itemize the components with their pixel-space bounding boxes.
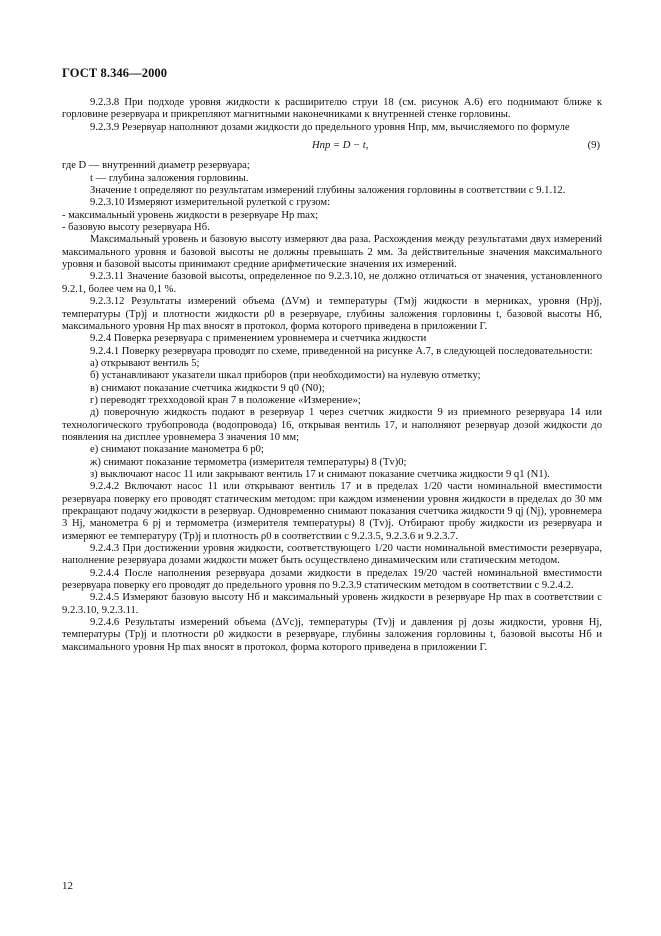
- list-item: б) устанавливают указатели шкал приборов (при необходимости) на нулевую отметку;: [90, 370, 481, 382]
- list-item: г) переводят трехходовой кран 7 в положение «Измерение»;: [90, 394, 361, 406]
- paragraph: 9.2.4.1 Поверку резервуара проводят по схеме, приведенной на рисунке А.7, в следующей последовательности:: [90, 345, 593, 357]
- paragraph: 9.2.3.10 Измеряют измерительной рулеткой с грузом:: [90, 197, 331, 209]
- paragraph: 9.2.4.5 Измеряют базовую высоту Hб и максимальный уровень жидкости в резервуаре Hp max в соответствии с 9.2.3.10, 9.2.3.11.: [62, 592, 602, 616]
- paragraph: t — глубина заложения горловины.: [90, 172, 249, 184]
- list-item: ж) снимают показание термометра (измерителя температуры) 8 (Tv)0;: [90, 456, 407, 468]
- document-body: [62, 97, 602, 654]
- formula: [62, 140, 602, 152]
- paragraph: Максимальный уровень и базовую высоту измеряют два раза. Расхождения между результатами двух измерений максимального уровня и базовой высоты не должны превышать 2 мм. За действительные значения максимального уровня и базовой высоты принимают средние арифметические значения их измерений.: [62, 234, 602, 271]
- section-heading: 9.2.4 Поверка резервуара с применением уровнемера и счетчика жидкости: [90, 333, 427, 345]
- list-item: - базовую высоту резервуара Hб.: [62, 222, 210, 234]
- list-item: а) открывают вентиль 5;: [90, 357, 200, 369]
- paragraph: 9.2.4.6 Результаты измерений объема (ΔVc)j, температуры (Tv)j и давления pj дозы жидкости, уровня Hj, температуры (Tp)j и плотности ρ0 жидкости в резервуаре, глубины заложения горловины t, базовой высоты Hб и максимального уровня Hp max вносят в протокол, форма которого приведена в приложении Г.: [62, 617, 602, 653]
- paragraph: 9.2.4.3 При достижении уровня жидкости, соответствующего 1/20 части номинальной вместимости резервуара, наполнение резервуара дозами жидкости может быть осуществлено динамическим или статическим методом.: [62, 543, 602, 567]
- paragraph: 9.2.3.12 Результаты измерений объема (ΔVм) и температуры (Tм)j жидкости в мерниках, уровня (Hp)j, температуры (Tp)j и плотности жидкости ρ0 в резервуаре, глубины заложения горловины t, базовой высоты Hб, максимального уровня Hp max вносят в протокол, форма которого приведена в приложении Г.: [62, 296, 602, 332]
- formula-number: (9): [587, 140, 600, 152]
- standard-header: ГОСТ 8.346—2000: [62, 66, 168, 80]
- paragraph: 9.2.3.8 При подходе уровня жидкости к расширителю струи 18 (см. рисунок А.6) его поднимают ближе к горловине резервуара и прикрепляют магнитными наконечниками к внутренней стенке горловины.: [62, 97, 602, 121]
- page-number: 12: [62, 880, 73, 892]
- list-item: з) выключают насос 11 или закрывают вентиль 17 и снимают показание счетчика жидкости 9 q1 (N1).: [90, 468, 550, 480]
- list-item: - максимальный уровень жидкости в резервуаре Hp max;: [62, 209, 319, 221]
- paragraph: 9.2.4.4 После наполнения резервуара дозами жидкости в пределах 19/20 частей номинальной вместимости резервуара поверку его проводят до предельного уровня по 9.2.3.9 статическим методом в соответствии с 9.2.4.2.: [62, 567, 602, 592]
- list-item: в) снимают показание счетчика жидкости 9 q0 (N0);: [90, 382, 325, 394]
- paragraph: Значение t определяют по результатам измерений глубины заложения горловины в соответствии с 9.1.12.: [90, 185, 566, 197]
- formula-expression: Hпр = D − t,: [312, 140, 369, 152]
- list-item: е) снимают показание манометра 6 p0;: [90, 444, 264, 456]
- paragraph: 9.2.4.2 Включают насос 11 или открывают вентиль 17 и в пределах 1/20 части номинальной вместимости резервуара поверку его проводят статическим методом: при каждом изменении уровня жидкости в пределах до 30 мм прекращают подачу жидкости в резервуар. Одновременно снимают показания счетчика жидкости 9 qj (Nj), уровнемера 3 Hj, манометра 6 pj и термометра (измерителя температуры) 8 (Tv)j. Отбирают пробу жидкости из резервуара и измеряют ее температуру (Tp)j и плотность ρ0 в соответствии с 9.2.3.5, 9.2.3.6 и 9.2.3.7.: [62, 481, 602, 542]
- paragraph: где D — внутренний диаметр резервуара;: [62, 160, 250, 172]
- paragraph: 9.2.3.11 Значение базовой высоты, определенное по 9.2.3.10, не должно отличаться от значения, установленного 9.2.1, более чем на 0,1 %.: [62, 271, 602, 295]
- paragraph: 9.2.3.9 Резервуар наполняют дозами жидкости до предельного уровня Hпр, мм, вычисляемого по формуле: [90, 121, 570, 133]
- list-item: д) поверочную жидкость подают в резервуар 1 через счетчик жидкости 9 из приемного резервуара 14 или технологического трубопровода (водопровода) 16, открывая вентиль 17, и наполняют резервуар дозой жидкости до появления на дисплее уровнемера 3 значения 10 мм;: [62, 407, 602, 443]
